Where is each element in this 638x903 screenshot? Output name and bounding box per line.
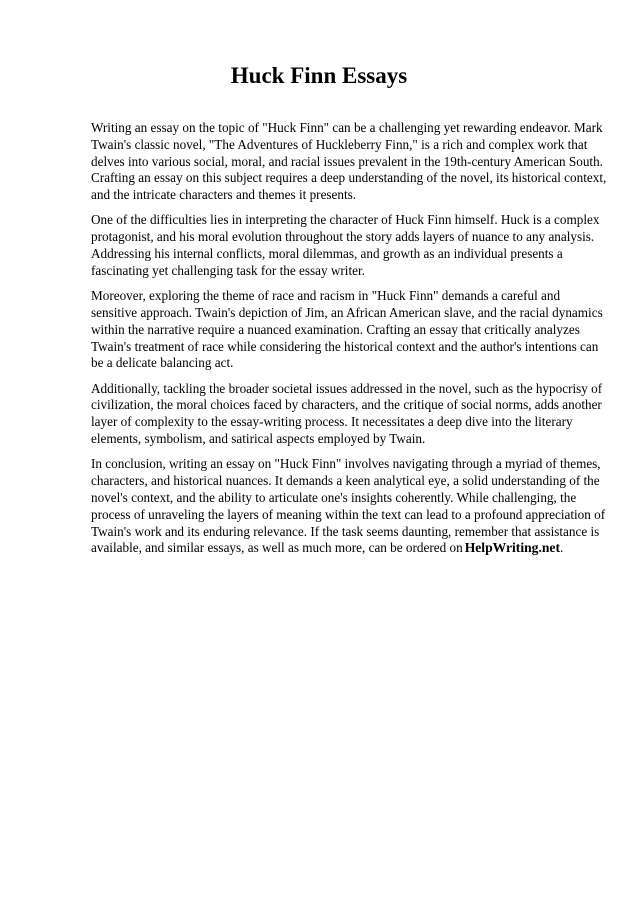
paragraph-4: Additionally, tackling the broader societal issues addressed in the novel, such as the hypocrisy of civilization, the moral choices faced by characters, and the critique of social norms, adds another layer of complexity to the essay-writing process. It necessitates a deep dive into the literary elements, symbolism, and satirical aspects employed by Twain. xyxy=(91,380,603,447)
document-title: Huck Finn Essays xyxy=(230,63,408,88)
paragraph-5 xyxy=(91,456,607,557)
document-body xyxy=(91,120,607,566)
paragraph-5-text: In conclusion, writing an essay on "Huck Finn" involves navigating through a myriad of themes, characters, and historical nuances. It demands a keen analytical eye, a solid understanding of the novel's context, and the ability to articulate one's insights coherently. While challenging, the process of unraveling the layers of meaning within the text can lead to a profound appreciation of Twain's work and its enduring relevance. If the task seems daunting, remember that assistance is available, and similar essays, as well as much more, can be ordered on xyxy=(91,456,606,556)
paragraph-1: Writing an essay on the topic of "Huck Finn" can be a challenging yet rewarding endeavor. Mark Twain's classic novel, "The Adventures of Huckleberry Finn," is a rich and complex work that delves into various social, moral, and racial issues prevalent in the 19th-century American South. Crafting an essay on this subject requires a deep understanding of the novel, its historical context, and the intricate characters and themes it presents. xyxy=(91,120,607,203)
helpwriting-link[interactable]: HelpWriting.net xyxy=(464,540,560,556)
paragraph-5-end: . xyxy=(559,540,564,556)
paragraph-3: Moreover, exploring the theme of race and racism in "Huck Finn" demands a careful and sensitive approach. Twain's depiction of Jim, an African American slave, and the racial dynamics within the narrative require a nuanced examination. Crafting an essay that critically analyzes Twain's treatment of race while considering the historical context and the author's intentions can be a delicate balancing act. xyxy=(91,288,603,371)
paragraph-2: One of the difficulties lies in interpreting the character of Huck Finn himself. Huck is a complex protagonist, and his moral evolution throughout the story adds layers of nuance to any analysis. Addressing his internal conflicts, moral dilemmas, and growth as an individual presents a fascinating yet challenging task for the essay writer. xyxy=(91,212,600,278)
